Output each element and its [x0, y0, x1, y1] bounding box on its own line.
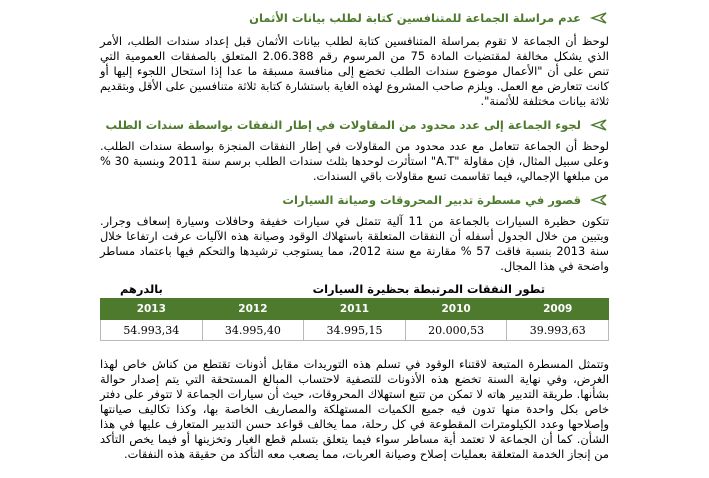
- section-heading-3: [100, 190, 607, 210]
- section-heading-text: عدم مراسلة الجماعة للمتنافسين كتابة لطلب بيانات الأثمان: [249, 11, 581, 25]
- table-cell: 20.000,53: [405, 320, 507, 341]
- costs-table-block: [100, 280, 609, 341]
- table-header-cell: 2013: [101, 299, 203, 320]
- table-cell: 34.995,15: [304, 320, 406, 341]
- arrow-bullet-icon: [589, 194, 607, 206]
- section-heading-1: [100, 8, 607, 28]
- table-header-cell: 2009: [507, 299, 609, 320]
- costs-table: [100, 298, 609, 341]
- table-cell: 34.995,40: [202, 320, 304, 341]
- table-header-cell: 2012: [202, 299, 304, 320]
- table-row: [101, 320, 609, 341]
- section-heading-2: [100, 115, 607, 135]
- table-header-cell: 2011: [304, 299, 406, 320]
- closing-paragraph: وتتمثل المسطرة المتبعة لاقتناء الوقود في تسلم هذه التوريدات مقابل أذونات تقتطع من كناش خاص لهذا الغرض، وفي نهاية السنة تخضع هذه الأذونات للتصفية لاحتساب المبالغ المستحقة التي يتم إصدار حوالة بشأنها. طريقة التدبير هاته لا تمكن من تتبع استهلاك المحروقات، حيث أن سيارات الجماعة لا تتوفر على دفتر خاص بكل واحدة منها تدون فيه جميع الكميات المستهلكة والمصاريف الخاصة بها، وكذا تكاليف صيانتها وإصلاحها وعدد الكيلومترات المقطوعة في كل رحلة، مما يخالف قواعد حسن التدبير المتعارف عليها في هذا الشأن. كما أن الجماعة لا تعتمد أية مساطر سواء فيما يتعلق بتسلم قطع الغيار وتخزينها أو فيما يخص التأكد من إنجاز الخدمة المتعلقة بعمليات إصلاح وصيانة العربات، مما يصعب معه التأكد من حقيقة هذه النفقات.: [100, 357, 609, 461]
- table-currency: بالدرهم: [120, 282, 163, 296]
- arrow-bullet-icon: [589, 12, 607, 24]
- section-paragraph-1: لوحظ أن الجماعة لا تقوم بمراسلة المتنافسين كتابة لطلب بيانات الأثمان قبل إعداد سندات الطلب، الأمر الذي يشكل مخالفة لمقتضيات المادة 75 من المرسوم رقم 2.06.388 المتعلق بالصفقات العمومية التي تنص على أن "الأعمال موضوع سندات الطلب تخضع إلى منافسة مسبقة ما عدا إذا استحال اللجوء إليها أو كانت تتعارض مع العمل. ويلزم صاحب المشروع لهذه الغاية باستشارة كتابة ثلاثة متنافسين على الأقل وبتقديم ثلاثة بيانات مختلفة للأثمنة".: [100, 34, 609, 108]
- section-heading-text: قصور في مسطرة تدبير المحروقات وصيانة السيارات: [282, 193, 581, 207]
- section-heading-text: لجوء الجماعة إلى عدد محدود من المقاولات في إطار النفقات بواسطة سندات الطلب: [105, 118, 581, 132]
- table-header-cell: 2010: [405, 299, 507, 320]
- section-paragraph-2: لوحظ أن الجماعة تتعامل مع عدد محدود من المقاولات في إطار النفقات المنجزة بواسطة سندات الطلب. وعلى سبيل المثال، فإن مقاولة "A.T" استأثرت لوحدها بثلث سندات الطلب برسم سنة 2011 وبنسبة 30 % من مبلغها الإجمالي، فيما تقاسمت تسع مقاولات باقي السندات.: [100, 139, 610, 183]
- table-cell: 39.993,63: [507, 320, 609, 341]
- section-paragraph-3: تتكون حظيرة السيارات بالجماعة من 11 آلية تتمثل في سيارات خفيفة وحافلات وسيارة إسعاف وجرار. ويتبين من خلال الجدول أسفله أن النفقات المتعلقة باستهلاك الوقود وصيانة هذه الآليات عرفت ارتفاعا خلال سنة 2013 بنسبة فاقت 57 % مقارنة مع سنة 2012، مما يستوجب ترشيدها والتحكم فيها باعتماد مساطر واضحة في هذا المجال.: [100, 214, 609, 273]
- table-title: تطور النفقات المرتبطة بحظيرة السيارات: [312, 282, 545, 296]
- table-cell: 54.993,34: [101, 320, 203, 341]
- table-header-row: [101, 299, 609, 320]
- table-caption: [100, 280, 609, 298]
- arrow-bullet-icon: [589, 119, 607, 131]
